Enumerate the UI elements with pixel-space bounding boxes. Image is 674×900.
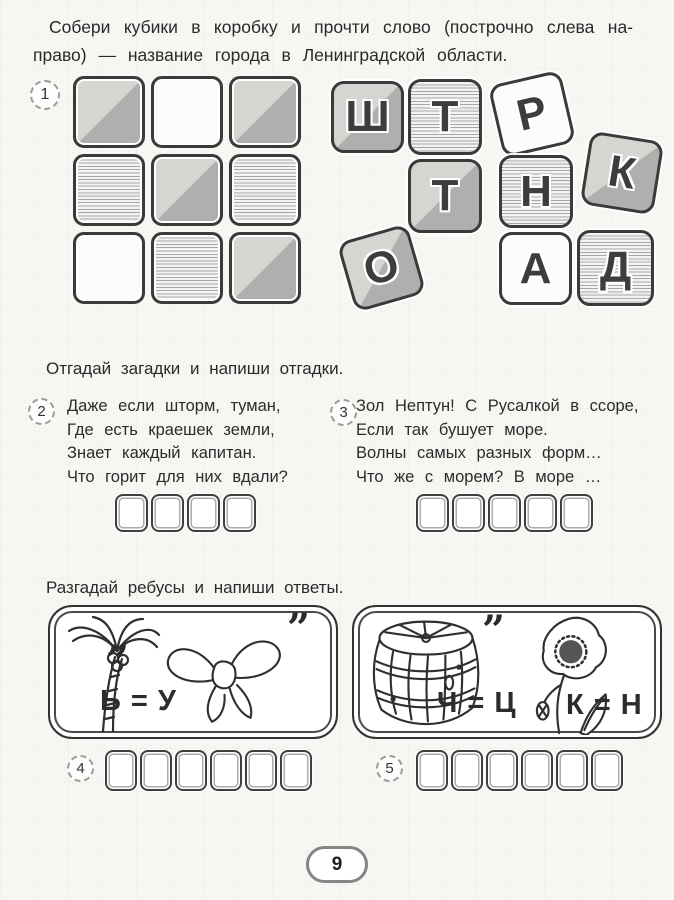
rebus5-substitution-1: Ч = Ц <box>437 687 517 719</box>
grid-cell <box>73 232 145 304</box>
grid-cell <box>73 76 145 148</box>
answer-box[interactable] <box>210 750 242 791</box>
grid-cell <box>151 232 223 304</box>
grid-cell <box>151 154 223 226</box>
intro-line-2: право) — название города в Ленинградской области. <box>33 45 508 65</box>
page-number-pill <box>306 846 368 883</box>
letter-cube <box>499 232 572 305</box>
remove-letters-quotes-icon: ” <box>482 607 506 654</box>
answer-box[interactable] <box>451 750 483 791</box>
rebus4-substitution: Ь = У <box>100 685 177 717</box>
answer-box[interactable] <box>280 750 312 791</box>
riddle3-line: Волны самых разных форм… <box>356 444 602 462</box>
rebus5-substitution-2: К = Н <box>566 689 643 721</box>
cube-letter: Д <box>599 243 632 292</box>
task1-number: 1 <box>40 86 50 103</box>
answer-box[interactable] <box>140 750 172 791</box>
cube-box-grid <box>73 76 301 304</box>
riddle3-text <box>356 395 664 489</box>
rebus4-frame <box>48 605 338 739</box>
riddle3-line: Что же с морем? В море … <box>356 467 602 486</box>
letter-cube <box>499 155 573 228</box>
cube-letter: Р <box>512 86 552 141</box>
answer-box[interactable] <box>245 750 277 791</box>
letter-cube <box>408 79 482 155</box>
answer-box[interactable] <box>560 494 593 532</box>
letter-cube <box>408 159 482 233</box>
task2-answer-boxes <box>115 494 256 532</box>
letter-cube <box>336 223 426 312</box>
answer-box[interactable] <box>175 750 207 791</box>
answer-box[interactable] <box>416 494 449 532</box>
riddle3-line: Если так бушует море. <box>356 420 548 439</box>
answer-box[interactable] <box>115 494 148 532</box>
task5-number: 5 <box>385 760 394 777</box>
grid-cell <box>229 154 301 226</box>
task2-number: 2 <box>37 403 46 420</box>
riddles-heading: Отгадай загадки и напиши отгадки. <box>46 359 344 378</box>
intro-line-1: Собери кубики в коробку и прочти слово (построчно слева на- <box>49 17 633 37</box>
task4-number: 4 <box>76 760 85 777</box>
grid-cell <box>151 76 223 148</box>
intro-paragraph <box>33 13 633 69</box>
cube-letter: А <box>519 243 552 293</box>
riddle3-line: Зол Нептун! С Русалкой в ссоре, <box>356 397 639 415</box>
cube-letter: Н <box>520 166 552 216</box>
task1-number-badge <box>30 80 60 110</box>
cube-letter: Т <box>431 171 459 220</box>
task5-number-badge <box>376 755 403 782</box>
answer-box[interactable] <box>416 750 448 791</box>
letter-cube <box>577 230 654 306</box>
letter-cube <box>331 81 404 153</box>
remove-letters-quotes-icon: ” <box>106 637 130 684</box>
cube-letter: О <box>358 239 405 296</box>
task3-number: 3 <box>339 404 348 421</box>
grid-cell <box>229 76 301 148</box>
letter-cube <box>580 131 665 216</box>
answer-box[interactable] <box>223 494 256 532</box>
cube-letter: Т <box>431 92 459 141</box>
remove-letters-quotes-icon: ” <box>287 605 311 652</box>
answer-box[interactable] <box>524 494 557 532</box>
page-number: 9 <box>331 853 343 875</box>
letter-cube <box>488 70 577 159</box>
rebus5-frame <box>352 605 662 739</box>
answer-box[interactable] <box>556 750 588 791</box>
cube-letter: К <box>604 146 640 199</box>
answer-box[interactable] <box>187 494 220 532</box>
riddle2-line: Знает каждый капитан. <box>67 444 257 462</box>
cube-letter: Ш <box>345 92 390 141</box>
answer-box[interactable] <box>488 494 521 532</box>
grid-cell <box>73 154 145 226</box>
task4-number-badge <box>67 755 94 782</box>
rebuses-heading: Разгадай ребусы и напиши ответы. <box>46 578 344 597</box>
task4-answer-boxes <box>105 750 312 791</box>
riddle2-text <box>67 395 317 489</box>
answer-box[interactable] <box>591 750 623 791</box>
answer-box[interactable] <box>151 494 184 532</box>
task3-number-badge <box>330 399 357 426</box>
riddle2-line: Даже если шторм, туман, <box>67 397 281 415</box>
answer-box[interactable] <box>486 750 518 791</box>
task3-answer-boxes <box>416 494 593 532</box>
riddle2-line: Где есть краешек земли, <box>67 420 275 439</box>
answer-box[interactable] <box>452 494 485 532</box>
task5-answer-boxes <box>416 750 623 791</box>
bow-image <box>160 625 290 727</box>
answer-box[interactable] <box>521 750 553 791</box>
grid-cell <box>229 232 301 304</box>
task2-number-badge <box>28 398 55 425</box>
answer-box[interactable] <box>105 750 137 791</box>
riddle2-line: Что горит для них вдали? <box>67 467 288 486</box>
